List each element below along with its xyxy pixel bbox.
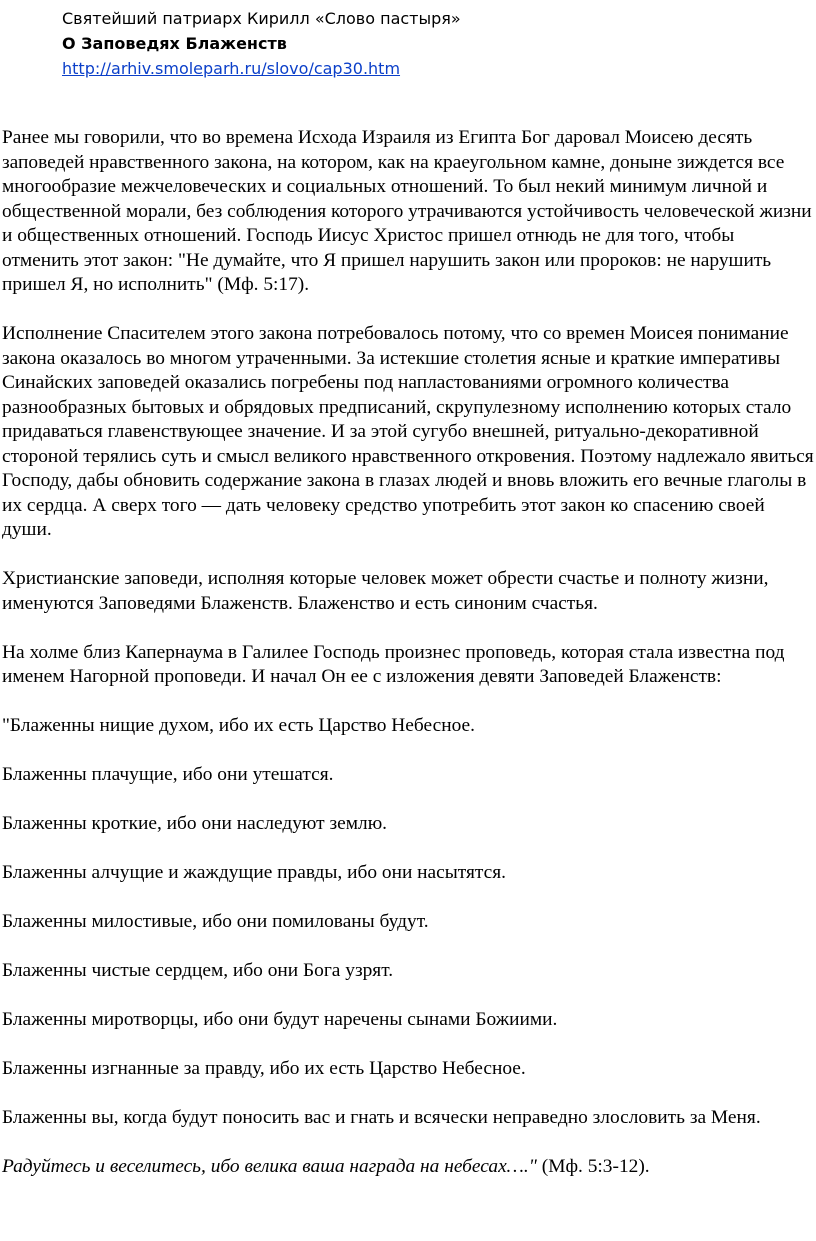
beatitude-3: Блаженны кроткие, ибо они наследуют землю. (2, 813, 388, 834)
author-line: Святейший патриарх Кирилл «Слово пастыря» (62, 9, 461, 28)
closing-italic-text: Радуйтесь и веселитесь, ибо велика ваша награда на небесах…." (2, 1156, 537, 1177)
source-link-line (62, 56, 461, 81)
beatitude-6: Блаженны чистые сердцем, ибо они Бога узрят. (2, 960, 394, 981)
paragraph-2: Исполнение Спасителем этого закона потребовалось потому, что со времен Моисея понимание закона оказалось во многом утраченными. За истекшие столетия ясные и краткие императивы Синайских заповедей оказались погребены под напластованиями огромного количества разнообразных бытовых и обрядовых предписаний, скрупулезному исполнению которых стало придаваться главенствующее значение. И за этой сугубо внешней, ритуально-декоративной стороной терялись суть и смысл великого нравственного откровения. Поэтому надлежало явиться Господу, дабы обновить содержание закона в глазах людей и вновь вложить его вечные глаголы в их сердца. А сверх того — дать человеку средство употребить этот закон ко спасению своей души. (2, 323, 814, 540)
closing-paragraph (2, 1155, 816, 1180)
beatitude-9: Блаженны вы, когда будут поносить вас и гнать и всячески неправедно злословить за Меня. (2, 1107, 761, 1128)
closing-reference: (Мф. 5:3-12). (536, 1156, 650, 1177)
beatitude-2: Блаженны плачущие, ибо они утешатся. (2, 764, 334, 785)
document-body (2, 126, 816, 1204)
source-link[interactable]: http://arhiv.smoleparh.ru/slovo/cap30.htm (62, 59, 401, 78)
document-title: О Заповедях Блаженств (62, 34, 287, 53)
paragraph-3: Христианские заповеди, исполняя которые человек может обрести счастье и полноту жизни, именуются Заповедями Блаженств. Блаженство и есть синоним счастья. (2, 568, 769, 614)
beatitude-8: Блаженны изгнанные за правду, ибо их есть Царство Небесное. (2, 1058, 526, 1079)
paragraph-4: На холме близ Капернаума в Галилее Господь произнес проповедь, которая стала известна под именем Нагорной проповеди. И начал Он ее с изложения девяти Заповедей Блаженств: (2, 641, 785, 687)
beatitude-7: Блаженны миротворцы, ибо они будут наречены сынами Божиими. (2, 1009, 558, 1030)
paragraph-1: Ранее мы говорили, что во времена Исхода Израиля из Египта Бог даровал Моисею десять заповедей нравственного закона, на котором, как на краеугольном камне, доныне зиждется все многообразие межчеловеческих и социальных отношений. То был некий минимум личной и общественной морали, без соблюдения которого утрачиваются устойчивость человеческой жизни и общественных отношений. Господь Иисус Христос пришел отнюдь не для того, чтобы отменить этот закон: "Не думайте, что Я пришел нарушить закон или пророков: не нарушить пришел Я, но исполнить" (Мф. 5:17). (2, 127, 812, 295)
beatitude-1: "Блаженны нищие духом, ибо их есть Царство Небесное. (2, 715, 475, 736)
beatitude-4: Блаженны алчущие и жаждущие правды, ибо они насытятся. (2, 862, 507, 883)
beatitude-5: Блаженны милостивые, ибо они помилованы будут. (2, 911, 429, 932)
document-header (62, 6, 461, 81)
